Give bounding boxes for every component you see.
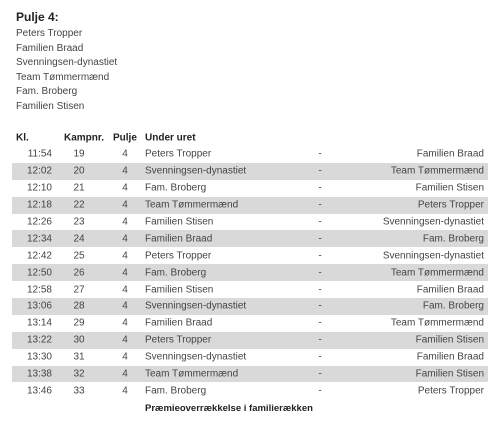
away-team-cell: Svenningsen-dynastiet — [382, 250, 484, 262]
home-team-cell: Fam. Broberg — [145, 182, 207, 194]
time-cell: 12:50 — [26, 267, 52, 279]
home-team-cell: Familien Stisen — [145, 284, 214, 296]
separator-cell: - — [318, 267, 322, 279]
separator-cell: - — [318, 182, 322, 194]
table-row — [12, 366, 488, 383]
match-number-cell: 29 — [73, 317, 85, 329]
pool-cell: 4 — [122, 182, 128, 194]
time-cell: 13:46 — [26, 385, 52, 397]
away-team-cell: Svenningsen-dynastiet — [382, 216, 484, 228]
home-team-cell: Peters Tropper — [145, 148, 212, 160]
separator-cell: - — [318, 300, 322, 312]
pool-cell: 4 — [122, 267, 128, 279]
table-row — [12, 197, 488, 214]
table-row — [12, 247, 488, 264]
time-cell: 12:18 — [26, 199, 52, 211]
match-number-cell: 24 — [73, 233, 85, 245]
header-time: Kl. — [16, 132, 29, 144]
schedule-table — [12, 130, 488, 399]
team-item: Peters Tropper — [16, 28, 83, 39]
header-pool: Pulje — [113, 132, 137, 144]
table-header — [12, 130, 488, 146]
time-cell: 12:58 — [26, 284, 52, 296]
away-team-cell: Team Tømmermænd — [390, 165, 484, 177]
home-team-cell: Svenningsen-dynastiet — [145, 351, 247, 363]
pool-cell: 4 — [122, 334, 128, 346]
time-cell: 13:06 — [26, 300, 52, 312]
match-number-cell: 21 — [73, 182, 85, 194]
separator-cell: - — [318, 250, 322, 262]
table-body — [12, 146, 488, 399]
pool-cell: 4 — [122, 317, 128, 329]
home-team-cell: Svenningsen-dynastiet — [145, 165, 247, 177]
separator-cell: - — [318, 368, 322, 380]
time-cell: 12:10 — [26, 182, 52, 194]
pool-cell: 4 — [122, 284, 128, 296]
home-team-cell: Peters Tropper — [145, 334, 212, 346]
away-team-cell: Fam. Broberg — [422, 300, 484, 312]
home-team-cell: Svenningsen-dynastiet — [145, 300, 247, 312]
match-number-cell: 32 — [73, 368, 85, 380]
match-number-cell: 27 — [73, 284, 85, 296]
pool-cell: 4 — [122, 233, 128, 245]
header-match: Kampnr. — [64, 132, 105, 144]
away-team-cell: Familien Braad — [416, 284, 484, 296]
pool-cell: 4 — [122, 216, 128, 228]
time-cell: 12:02 — [26, 165, 52, 177]
match-number-cell: 31 — [73, 351, 85, 363]
team-item: Svenningsen-dynastiet — [16, 57, 118, 68]
team-item: Team Tømmermænd — [16, 71, 110, 83]
table-row — [12, 146, 488, 163]
match-number-cell: 19 — [73, 148, 85, 160]
match-number-cell: 33 — [73, 385, 85, 397]
away-team-cell: Familien Stisen — [415, 368, 484, 380]
away-team-cell: Familien Braad — [416, 148, 484, 160]
pool-cell: 4 — [122, 368, 128, 380]
away-team-cell: Familien Stisen — [415, 334, 484, 346]
separator-cell: - — [318, 317, 322, 329]
table-row — [12, 332, 488, 349]
time-cell: 13:38 — [26, 368, 52, 380]
home-team-cell: Familien Braad — [145, 317, 213, 329]
team-list — [16, 27, 117, 114]
away-team-cell: Familien Braad — [416, 351, 484, 363]
away-team-cell: Team Tømmermænd — [390, 317, 484, 329]
separator-cell: - — [318, 385, 322, 397]
time-cell: 11:54 — [27, 148, 52, 160]
team-item: Familien Braad — [16, 42, 84, 54]
match-number-cell: 28 — [73, 300, 85, 312]
time-cell: 13:22 — [26, 334, 52, 346]
match-number-cell: 30 — [73, 334, 85, 346]
pool-cell: 4 — [122, 199, 128, 211]
away-team-cell: Team Tømmermænd — [390, 267, 484, 279]
separator-cell: - — [318, 334, 322, 346]
pool-cell: 4 — [122, 351, 128, 363]
separator-cell: - — [318, 216, 322, 228]
time-cell: 13:14 — [26, 317, 52, 329]
separator-cell: - — [318, 199, 322, 211]
time-cell: 13:30 — [26, 351, 52, 363]
pool-cell: 4 — [122, 165, 128, 177]
footer-note: Præmieoverrækkelse i familierækken — [145, 403, 313, 414]
pool-cell: 4 — [122, 250, 128, 262]
pool-title: Pulje 4: — [16, 10, 59, 24]
separator-cell: - — [318, 233, 322, 245]
away-team-cell: Familien Stisen — [415, 182, 484, 194]
table-row — [12, 214, 488, 231]
home-team-cell: Familien Stisen — [145, 216, 214, 228]
team-item: Fam. Broberg — [16, 86, 78, 97]
table-row — [12, 230, 488, 247]
table-row — [12, 163, 488, 180]
home-team-cell: Peters Tropper — [145, 250, 212, 262]
time-cell: 12:34 — [26, 233, 52, 245]
header-under: Under uret — [145, 132, 196, 144]
team-item: Familien Stisen — [16, 100, 85, 112]
table-row — [12, 382, 488, 399]
separator-cell: - — [318, 165, 322, 177]
match-number-cell: 26 — [73, 267, 85, 279]
pool-cell: 4 — [122, 385, 128, 397]
table-row — [12, 315, 488, 332]
table-row — [12, 264, 488, 281]
table-row — [12, 281, 488, 298]
match-number-cell: 23 — [73, 216, 85, 228]
match-number-cell: 22 — [73, 199, 85, 211]
away-team-cell: Peters Tropper — [417, 385, 484, 397]
away-team-cell: Peters Tropper — [417, 199, 484, 211]
table-row — [12, 349, 488, 366]
match-number-cell: 25 — [73, 250, 85, 262]
away-team-cell: Fam. Broberg — [422, 233, 484, 245]
match-number-cell: 20 — [73, 165, 85, 177]
home-team-cell: Team Tømmermænd — [145, 368, 239, 380]
pool-cell: 4 — [122, 300, 128, 312]
home-team-cell: Team Tømmermænd — [145, 199, 239, 211]
time-cell: 12:26 — [26, 216, 52, 228]
separator-cell: - — [318, 148, 322, 160]
table-row — [12, 298, 488, 315]
pool-cell: 4 — [122, 148, 128, 160]
home-team-cell: Fam. Broberg — [145, 385, 207, 397]
separator-cell: - — [318, 351, 322, 363]
separator-cell: - — [318, 284, 322, 296]
time-cell: 12:42 — [26, 250, 52, 262]
home-team-cell: Familien Braad — [145, 233, 213, 245]
home-team-cell: Fam. Broberg — [145, 267, 207, 279]
table-row — [12, 180, 488, 197]
